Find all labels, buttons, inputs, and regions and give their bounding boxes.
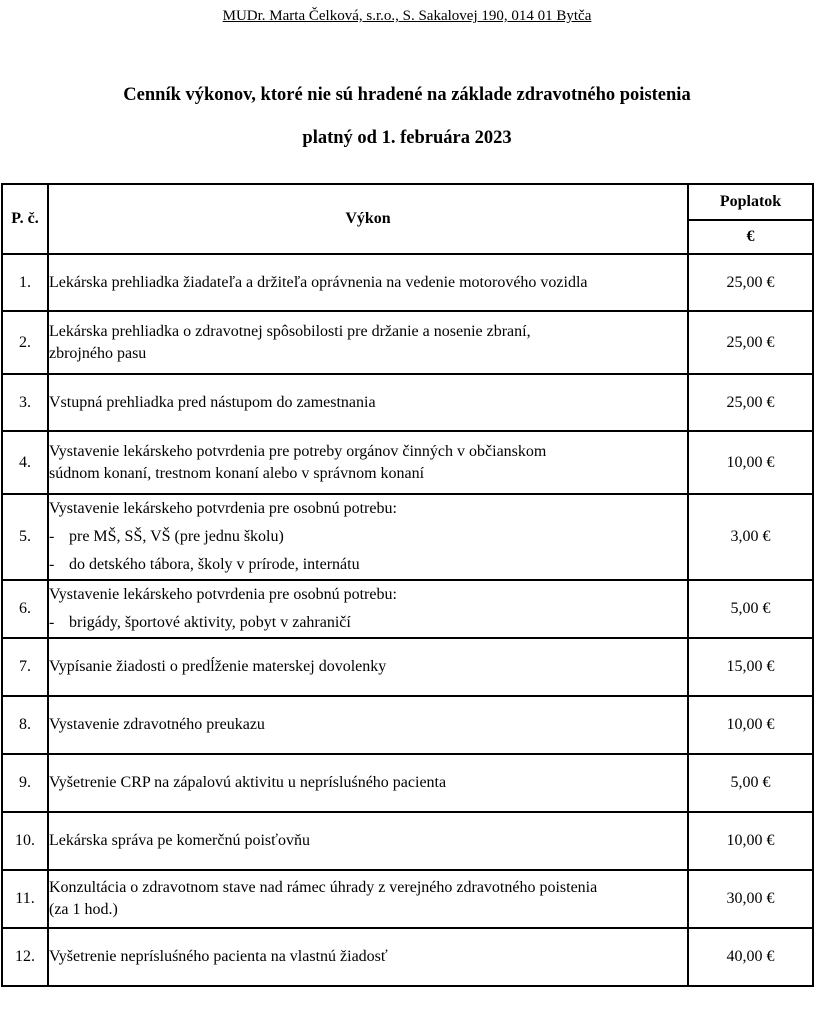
row-number: 1. <box>2 254 48 311</box>
service-text-line: Lekárska prehliadka o zdravotnej spôsobilosti pre držanie a nosenie zbraní, <box>49 322 531 340</box>
price-table <box>1 183 814 987</box>
service-fee: 10,00 € <box>688 696 813 754</box>
service-text-line: Vystavenie lekárskeho potvrdenia pre osobnú potrebu: <box>49 500 397 517</box>
service-text-line: Vystavenie lekárskeho potvrdenia pre osobnú potrebu: <box>49 586 397 603</box>
service-description <box>48 754 688 812</box>
row-number: 9. <box>2 754 48 812</box>
table-row <box>2 870 813 928</box>
service-fee: 30,00 € <box>688 870 813 928</box>
service-fee: 3,00 € <box>688 494 813 580</box>
table-row <box>2 580 813 638</box>
service-text-line: Lekárska prehliadka žiadateľa a držiteľa oprávnenia na vedenie motorového vozidla <box>49 273 588 291</box>
service-fee: 25,00 € <box>688 254 813 311</box>
service-description <box>48 494 688 580</box>
service-text-line: Vyšetrenie CRP na zápalovú aktivitu u neprísluśného pacienta <box>49 774 447 791</box>
service-text-line: zbrojného pasu <box>49 344 147 362</box>
table-row <box>2 494 813 580</box>
row-number: 7. <box>2 638 48 696</box>
service-text-line: Vystavenie lekárskeho potvrdenia pre potreby orgánov činných v občianskom <box>49 442 547 460</box>
table-row <box>2 374 813 431</box>
service-sub-item <box>49 612 687 634</box>
dash-bullet: - <box>49 528 55 545</box>
service-fee: 15,00 € <box>688 638 813 696</box>
column-header-fee: Poplatok <box>688 184 813 220</box>
service-text-line: (za 1 hod.) <box>49 901 118 918</box>
service-sub-item <box>49 526 687 548</box>
service-text-line: Vypísanie žiadosti o predĺženie materskej dovolenky <box>49 658 387 675</box>
row-number: 8. <box>2 696 48 754</box>
table-row <box>2 928 813 986</box>
service-description <box>48 431 688 494</box>
table-row <box>2 254 813 311</box>
table-row <box>2 696 813 754</box>
service-description <box>48 870 688 928</box>
service-description <box>48 928 688 986</box>
service-description <box>48 311 688 374</box>
service-text-line: Lekárska správa pe komerčnú poisťovňu <box>49 832 310 849</box>
service-text-line: Konzultácia o zdravotnom stave nad rámec úhrady z verejného zdravotného poistenia <box>49 879 598 896</box>
service-description <box>48 812 688 870</box>
table-row <box>2 311 813 374</box>
row-number: 6. <box>2 580 48 638</box>
table-row <box>2 431 813 494</box>
service-text-line: Vstupná prehliadka pred nástupom do zamestnania <box>49 393 376 411</box>
service-sub-item <box>49 554 687 576</box>
service-fee: 25,00 € <box>688 374 813 431</box>
service-sub-item-text: pre MŠ, SŠ, VŠ (pre jednu školu) <box>69 528 284 545</box>
service-description <box>48 374 688 431</box>
table-row <box>2 812 813 870</box>
service-fee: 5,00 € <box>688 580 813 638</box>
document-title: Cenník výkonov, ktoré nie sú hradené na základe zdravotného poistenia <box>123 85 691 105</box>
table-row <box>2 754 813 812</box>
column-header-fee-unit: € <box>688 220 813 254</box>
service-description <box>48 638 688 696</box>
document-subtitle: platný od 1. februára 2023 <box>302 128 512 148</box>
service-description <box>48 580 688 638</box>
dash-bullet: - <box>49 556 55 573</box>
service-sub-item-text: do detského tábora, školy v prírode, internátu <box>69 556 360 573</box>
row-number: 3. <box>2 374 48 431</box>
price-table-body <box>2 254 813 986</box>
row-number: 5. <box>2 494 48 580</box>
service-fee: 40,00 € <box>688 928 813 986</box>
practice-address-header <box>0 8 814 25</box>
table-row <box>2 638 813 696</box>
service-text-line: súdnom konaní, trestnom konaní alebo v správnom konaní <box>49 464 425 482</box>
service-sub-item-text: brigády, športové aktivity, pobyt v zahraničí <box>69 614 351 631</box>
service-fee: 10,00 € <box>688 812 813 870</box>
service-fee: 5,00 € <box>688 754 813 812</box>
practice-address-text: MUDr. Marta Čelková, s.r.o., S. Sakalovej 190, 014 01 Bytča <box>222 8 592 24</box>
service-text-line: Vystavenie zdravotného preukazu <box>49 716 265 733</box>
row-number: 12. <box>2 928 48 986</box>
service-fee: 25,00 € <box>688 311 813 374</box>
row-number: 4. <box>2 431 48 494</box>
column-header-number: P. č. <box>2 184 48 254</box>
row-number: 10. <box>2 812 48 870</box>
row-number: 11. <box>2 870 48 928</box>
dash-bullet: - <box>49 614 55 631</box>
column-header-service: Výkon <box>48 184 688 254</box>
service-description <box>48 696 688 754</box>
service-description <box>48 254 688 311</box>
service-text-line: Vyšetrenie neprísluśného pacienta na vlastnú žiadosť <box>49 948 388 965</box>
row-number: 2. <box>2 311 48 374</box>
service-fee: 10,00 € <box>688 431 813 494</box>
